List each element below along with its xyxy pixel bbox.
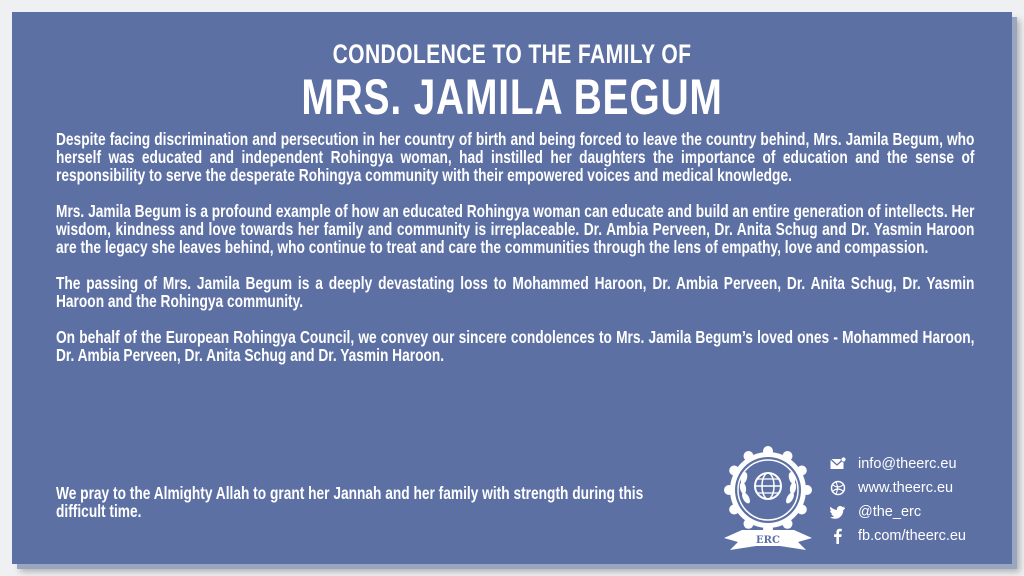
facebook-icon	[830, 528, 846, 544]
erc-logo	[716, 442, 820, 554]
contact-list	[830, 452, 1010, 548]
paragraph-2: Mrs. Jamila Begum is a profound example of how an educated Rohingya woman can educate and build an entire generation of intellects. Her wisdom, kindness and love towards her family and community is irreplaceable. Dr. Ambia Perveen, Dr. Anita Schug and Dr. Yasmin Haroon are the legacy she leaves behind, who continue to treat and care the communities through the lens of empathy, love and compassion.	[56, 201, 975, 257]
contact-email[interactable]	[830, 452, 1010, 476]
contact-twitter[interactable]	[830, 500, 1010, 524]
email-icon	[830, 456, 846, 472]
paragraph-3: The passing of Mrs. Jamila Begum is a deeply devastating loss to Mohammed Haroon, Dr. Ambia Perveen, Dr. Anita Schug, Dr. Yasmin Haroon and the Rohingya community.	[56, 273, 975, 311]
title-line-1: CONDOLENCE TO THE FAMILY OF	[332, 39, 692, 69]
logo-ribbon-text: ERC	[756, 535, 780, 546]
contact-facebook-text: fb.com/theerc.eu	[858, 528, 966, 544]
title-line-2: MRS. JAMILA BEGUM	[301, 69, 723, 125]
contact-website[interactable]	[830, 476, 1010, 500]
twitter-icon	[830, 504, 846, 520]
paragraph-4: On behalf of the European Rohingya Council, we convey our sincere condolences to Mrs. Jamila Begum’s loved ones - Mohammed Haroon, Dr. Ambia Perveen, Dr. Anita Schug and Dr. Yasmin Haroon.	[56, 327, 975, 365]
contact-twitter-text: @the_erc	[858, 504, 922, 520]
globe-icon	[830, 480, 846, 496]
contact-facebook[interactable]	[830, 524, 1010, 548]
contact-website-text: www.theerc.eu	[858, 480, 954, 496]
condolence-card	[12, 12, 1012, 564]
contact-email-text: info@theerc.eu	[858, 456, 957, 472]
paragraph-5: We pray to the Almighty Allah to grant her Jannah and her family with strength during this difficult time.	[56, 483, 644, 521]
paragraph-1: Despite facing discrimination and persecution in her country of birth and being forced to leave the country behind, Mrs. Jamila Begum, who herself was educated and independent Rohingya woman, had instilled her daughters the importance of education and the sense of responsibility to serve the desperate Rohingya community with their empowered voices and medical knowledge.	[56, 129, 975, 185]
message-body	[56, 130, 974, 382]
